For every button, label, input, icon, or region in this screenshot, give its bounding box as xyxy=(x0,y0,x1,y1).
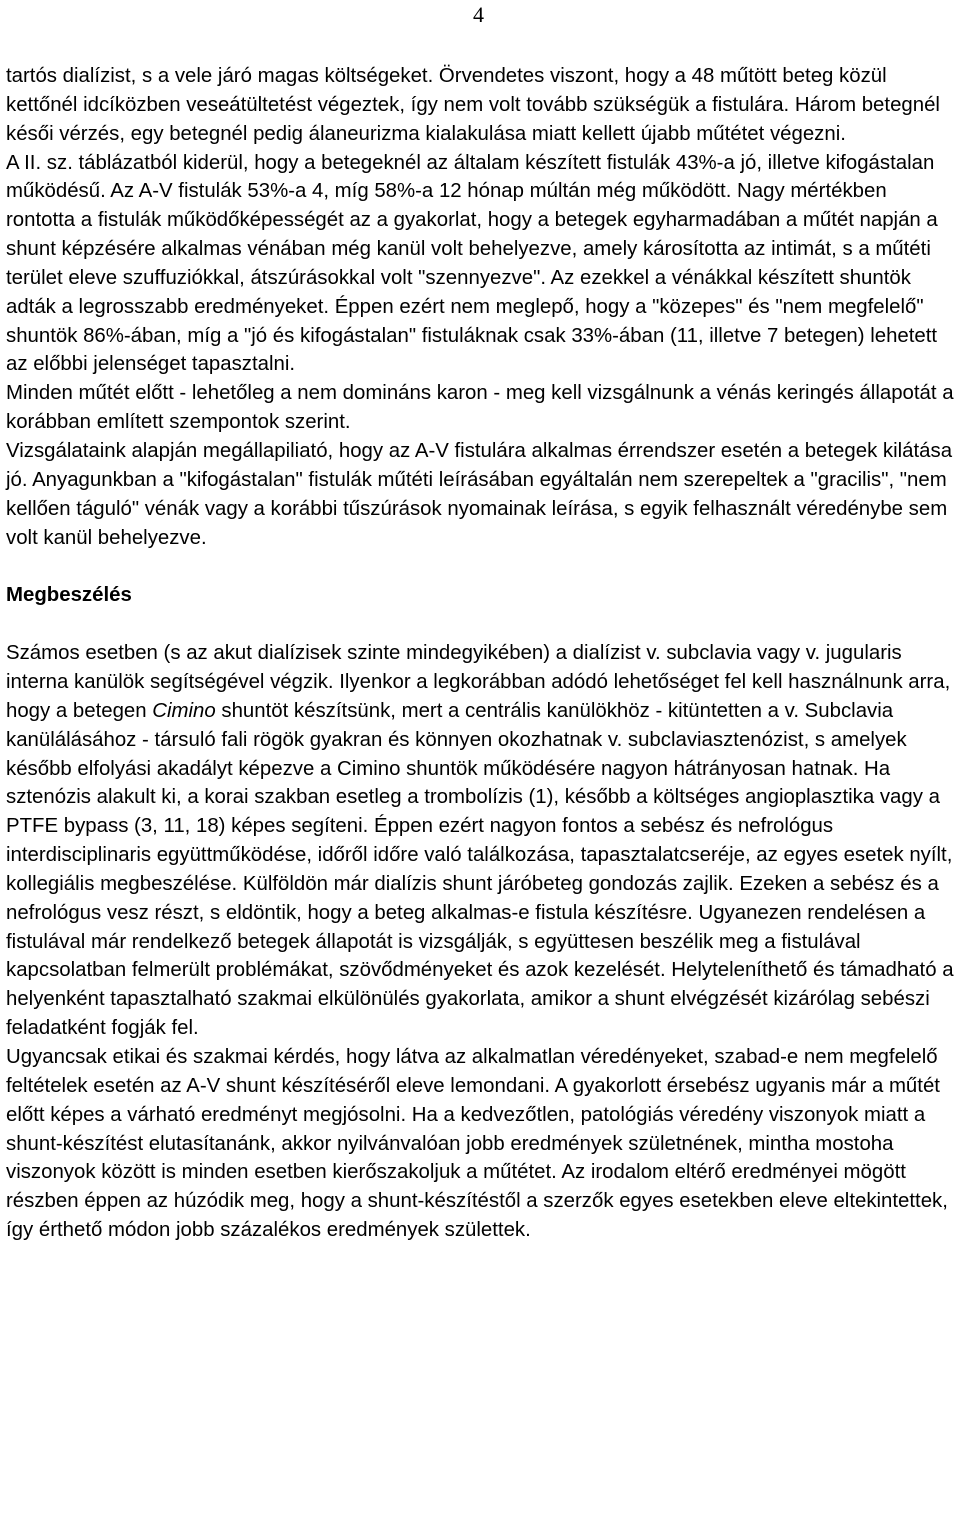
italic-term: Cimino xyxy=(152,699,216,722)
section-heading: Megbeszélés xyxy=(6,584,132,607)
paragraph-results-3: Minden műtét előtt - lehetőleg a nem domináns karon - meg kell vizsgálnunk a vénás keringés állapotát a korábban említett szempontok szerint. xyxy=(6,382,954,434)
discussion-text-part: shuntöt készítsünk, mert a centrális kanülökhöz - kitüntetten a v. Subclavia kanülálásához - társuló fali rögök gyakran és könnyen okozhatnak v. subclaviasztenózist, s amelyek később elfolyási akadályt képezve a Cimino shuntök működésére nagyon hátrányosan hatnak. Ha sztenózis alakult ki, a korai szakban esetleg a trombolízis (1), később a költséges angioplasztika vagy a PTFE bypass (3, 11, 18) képes segíteni. Éppen ezért nagyon fontos a sebész és nefrológus interdisciplinaris együttműködése, időről időre való találkozása, tapasztalatcseréje, az egyes esetek nyílt, kollegiális megbeszélése. Külföldön már dialízis shunt járóbeteg gondozás zajlik. Ezeken a sebész és a nefrológus vesz részt, s eldöntik, hogy a beteg alkalmas-e fistula készítésre. Ugyanezen rendelésen a fistulával már rendelkező betegek állapotát is vizsgálják, s együttesen beszélik meg a fistulával kapcsolatban felmerült problémákat, szövődményeket és azok kezelését. Helyteleníthető és támadható a helyenként tapasztalható szakmai elkülönülés gyakorlata, amikor a shunt elvégzését kizárólag sebészi feladatként fogják fel. xyxy=(6,699,954,1040)
paragraph-results-2: A II. sz. táblázatból kiderül, hogy a betegeknél az általam készített fistulák 43%-a jó, illetve kifogástalan működésű. Az A-V fistulák 53%-a 4, míg 58%-a 12 hónap múltán még működött. Nagy mértékben rontotta a fistulák működőképességét az a gyakorlat, hogy a betegek egyharmadában a műtét napján a shunt képzésére alkalmas vénában még kanül volt behelyezve, amely károsította az intimát, s a műtéti terület eleve szuffuziókkal, átszúrásokkal volt "szennyezve". Az ezekkel a vénákkal készített shuntök adták a legrosszabb eredményeket. Éppen ezért nem meglepő, hogy a "közepes" és "nem megfelelő" shuntök 86%-ában, míg a "jó és kifogástalan" fistuláknak csak 33%-ában (11, illetve 7 betegen) lehetett az előbbi jelenséget tapasztalni. xyxy=(6,151,938,376)
paragraph-discussion-2: Ugyancsak etikai és szakmai kérdés, hogy látva az alkalmatlan véredényeket, szabad-e nem megfelelő feltételek esetén az A-V shunt készítéséről eleve lemondani. A gyakorlott érsebész ugyanis már a műtét előtt képes a várható eredményt megjósolni. Ha a kedvezőtlen, patológiás véredény viszonyok miatt a shunt-készítést elutasítanánk, akkor nyilvánvalóan jobb eredmények születnének, mintha mostoha viszonyok között is minden esetben kierőszakoljuk a műtétet. Az irodalom eltérő eredményei mögött részben éppen az húzódik meg, hogy a shunt-készítéstől a szerzők egyes esetekben eleve eltekintettek, így érthető módon jobb százalékos eredmények születtek. xyxy=(6,1046,948,1242)
paragraph-results-1: tartós dialízist, s a vele járó magas költségeket. Örvendetes viszont, hogy a 48 műtött beteg közül kettőnél idcíközben veseátültetést végeztek, így nem volt tovább szükségük a fistulára. Három betegnél késői vérzés, egy betegnél pedig álaneurizma kialakulása miatt kellett újabb műtétet végezni. xyxy=(6,65,940,145)
document-body xyxy=(6,62,956,1245)
page-number: 4 xyxy=(473,2,484,27)
paragraph-results-4: Vizsgálataink alapján megállapiliató, hogy az A-V fistulára alkalmas érrendszer esetén a betegek kilátása jó. Anyagunkban a "kifogástalan" fistulák műtéti leírásában egyáltalán nem szerepeltek a "gracilis", "nem kellően táguló" vénák vagy a korábbi tűszúrások nyomainak leírása, s egyik felhasznált véredénybe sem volt kanül behelyezve. xyxy=(6,439,953,549)
discussion-text-part: Számos esetben (s az akut dialízisek szinte mindegyikében) a dialízist v. subclavia vagy v. jugularis interna kanülök segítségével végzik. Ilyenkor a legkorábban adódó lehetőséget fel kell használnunk arra, hogy a betegen xyxy=(6,642,951,722)
paragraph-discussion-1 xyxy=(6,639,956,1043)
